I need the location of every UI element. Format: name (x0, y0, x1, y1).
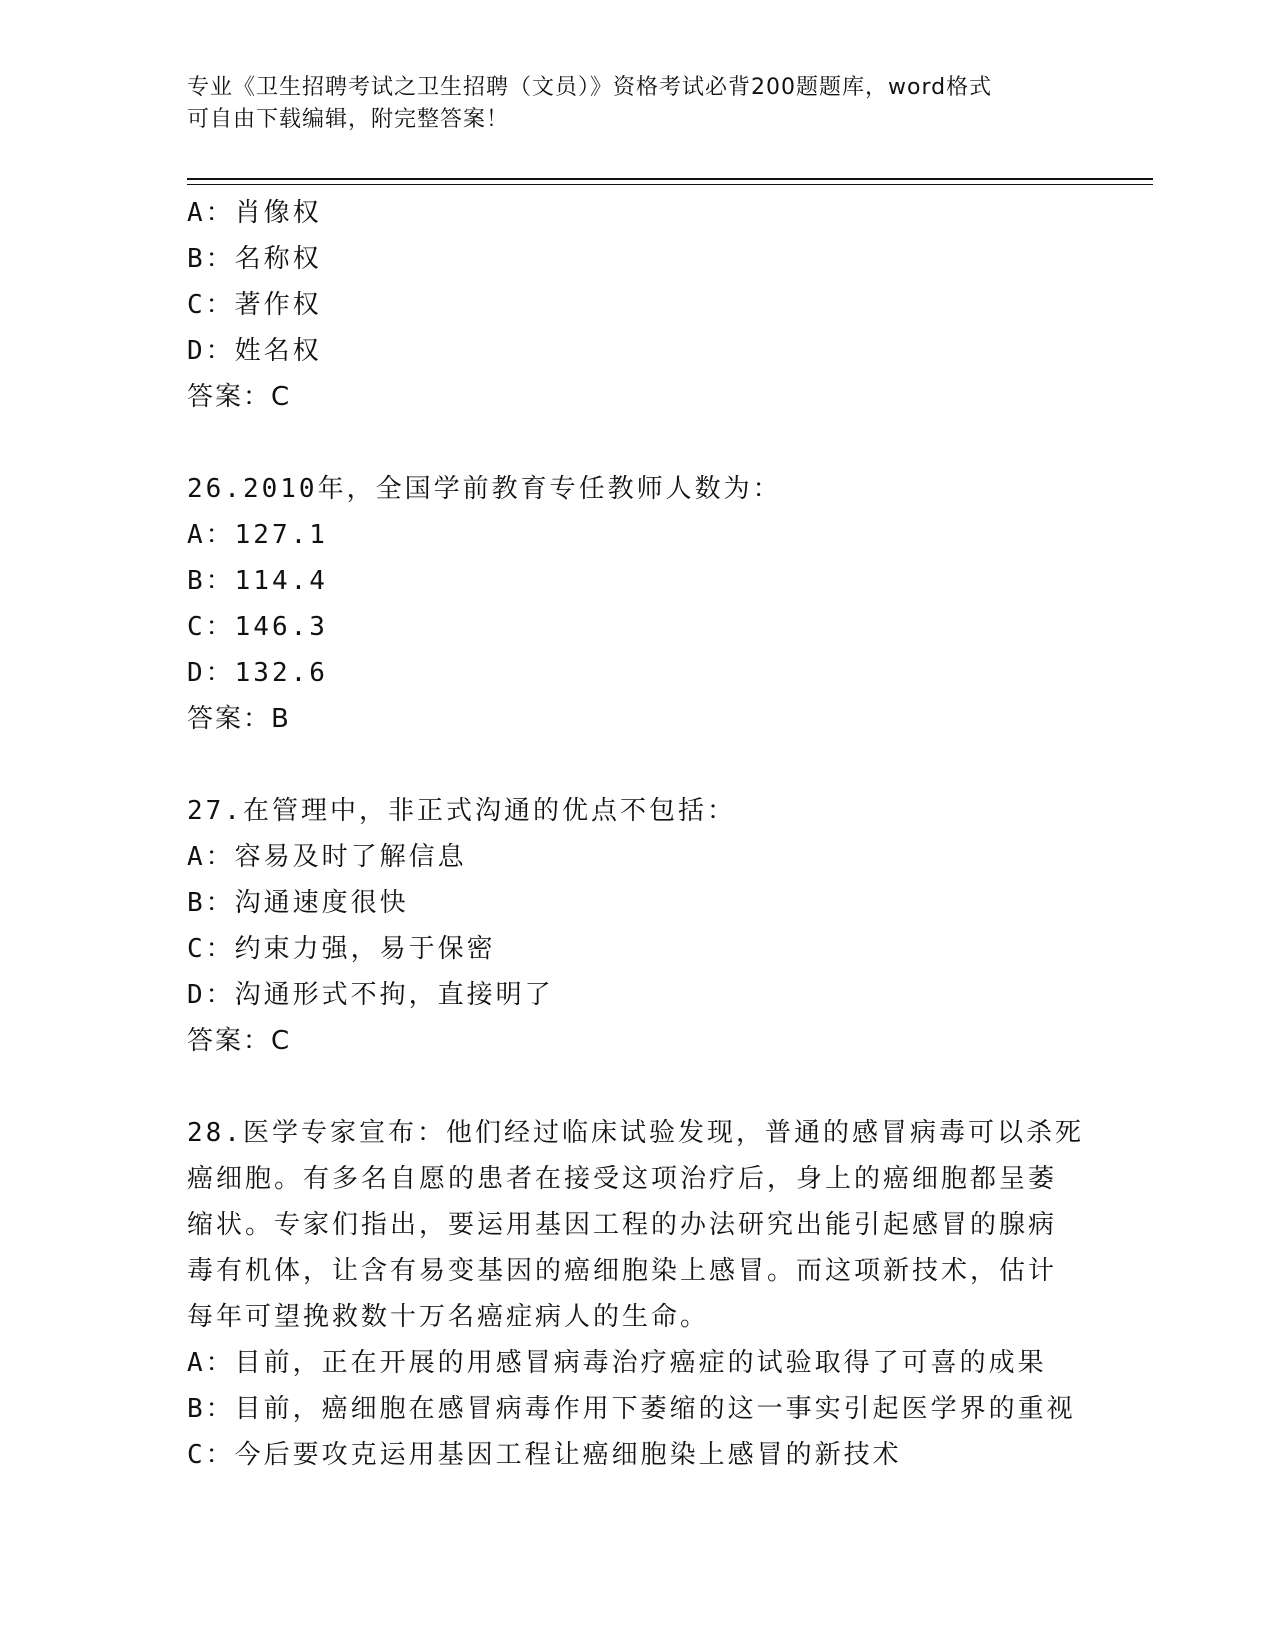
option-a: A：肖像权 (187, 198, 322, 228)
spacer (187, 420, 1087, 466)
question-text: 26.2010年，全国学前教育专任教师人数为： (187, 474, 782, 504)
document-header (187, 72, 1087, 136)
question-text-line: 每年可望挽救数十万名癌症病人的生命。 (187, 1302, 710, 1332)
option-d: D：沟通形式不拘，直接明了 (187, 980, 554, 1010)
option-c: C：约束力强，易于保密 (187, 934, 496, 964)
option-b: B：沟通速度很快 (187, 888, 409, 918)
option-d: D：132.6 (187, 658, 328, 688)
option-c: C：今后要攻克运用基因工程让癌细胞染上感冒的新技术 (187, 1440, 902, 1470)
spacer (187, 1064, 1087, 1110)
header-line-1: 专业《卫生招聘考试之卫生招聘（文员）》资格考试必背200题题库，word格式 (187, 75, 993, 100)
option-c: C：146.3 (187, 612, 328, 642)
question-text-line: 28.医学专家宣布：他们经过临床试验发现，普通的感冒病毒可以杀死 (187, 1118, 1084, 1148)
option-a: A：127.1 (187, 520, 328, 550)
answer: 答案：C (187, 382, 292, 412)
option-b: B：114.4 (187, 566, 328, 596)
question-text-line: 毒有机体，让含有易变基因的癌细胞染上感冒。而这项新技术，估计 (187, 1256, 1058, 1286)
option-a: A：容易及时了解信息 (187, 842, 467, 872)
question-27 (187, 788, 1087, 1064)
option-c: C：著作权 (187, 290, 322, 320)
option-d: D：姓名权 (187, 336, 322, 366)
header-divider (187, 178, 1153, 185)
question-list (187, 190, 1087, 1478)
option-b: B：名称权 (187, 244, 322, 274)
question-text-line: 癌细胞。有多名自愿的患者在接受这项治疗后，身上的癌细胞都呈萎 (187, 1164, 1058, 1194)
answer: 答案：C (187, 1026, 292, 1056)
spacer (187, 742, 1087, 788)
question-25 (187, 190, 1087, 420)
question-26 (187, 466, 1087, 742)
option-b: B：目前，癌细胞在感冒病毒作用下萎缩的这一事实引起医学界的重视 (187, 1394, 1076, 1424)
question-text-line: 缩状。专家们指出，要运用基因工程的办法研究出能引起感冒的腺病 (187, 1210, 1058, 1240)
option-a: A：目前，正在开展的用感冒病毒治疗癌症的试验取得了可喜的成果 (187, 1348, 1047, 1378)
answer: 答案：B (187, 704, 291, 734)
question-text: 27.在管理中，非正式沟通的优点不包括： (187, 796, 736, 826)
header-line-2: 可自由下载编辑，附完整答案！ (187, 107, 510, 132)
question-28 (187, 1110, 1087, 1478)
